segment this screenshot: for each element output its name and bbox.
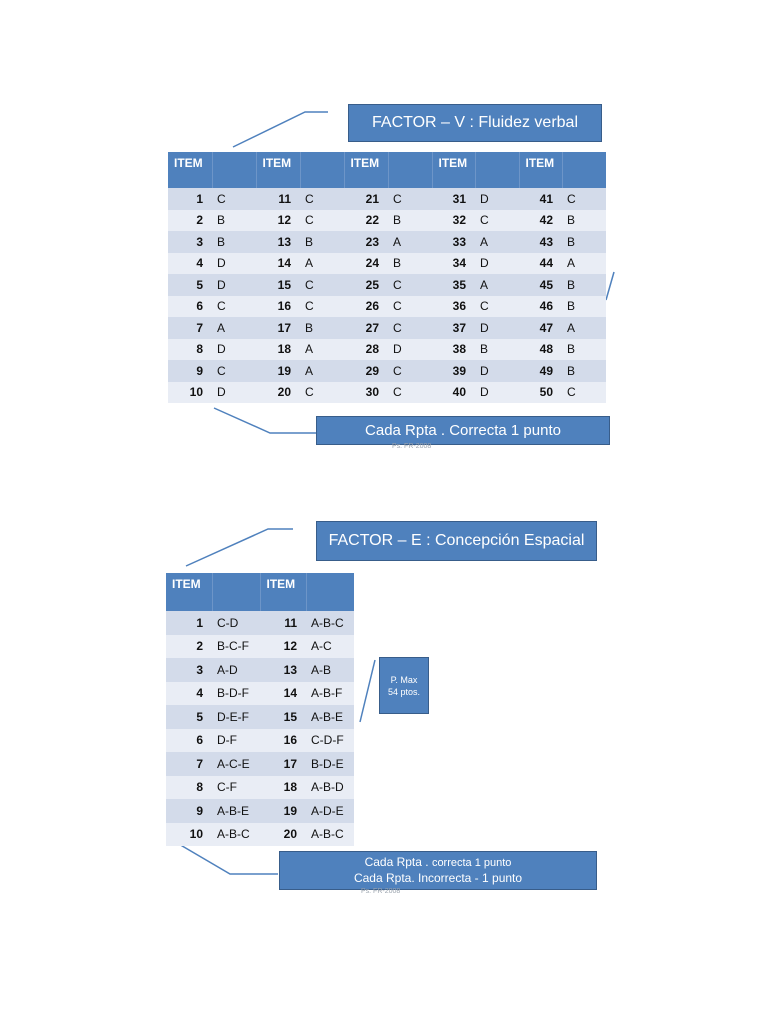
item-number: 3 [168,231,212,253]
table-header-row [166,573,354,611]
item-number: 8 [168,339,212,361]
item-number: 39 [432,360,475,382]
item-number: 16 [260,729,306,753]
table-row [168,339,606,361]
table-row [166,705,354,729]
item-answer: A-B-C [306,611,354,635]
table-row [166,682,354,706]
item-number: 48 [519,339,562,361]
item-number: 12 [256,210,300,232]
item-number: 7 [166,752,212,776]
item-answer: C [300,210,344,232]
item-answer: A-B-C [212,823,260,847]
connector-line-title-2 [186,529,293,566]
item-answer: A-B-D [306,776,354,800]
item-number: 17 [260,752,306,776]
item-answer: A [388,231,432,253]
item-answer: A-D-E [306,799,354,823]
item-number: 44 [519,253,562,275]
item-number: 46 [519,296,562,318]
item-answer: C-D-F [306,729,354,753]
item-answer: B [562,339,606,361]
factor-v-title [348,104,602,142]
item-number: 15 [260,705,306,729]
item-number: 41 [519,188,562,210]
item-number: 38 [432,339,475,361]
item-answer: B [212,210,256,232]
item-number: 33 [432,231,475,253]
item-answer: D [475,317,519,339]
item-answer: A-C-E [212,752,260,776]
item-answer: C [388,188,432,210]
item-answer: A-D [212,658,260,682]
item-answer: A [562,253,606,275]
factor-e-answer-table [166,573,354,846]
item-number: 28 [344,339,388,361]
item-number: 10 [166,823,212,847]
item-number: 13 [256,231,300,253]
item-number: 8 [166,776,212,800]
item-answer: C [388,296,432,318]
item-answer: A [300,360,344,382]
item-answer: B-D-F [212,682,260,706]
header-answer [306,573,354,611]
item-answer: C [475,296,519,318]
factor-e-table-body [166,611,354,846]
table-row [168,274,606,296]
item-answer: B [562,360,606,382]
table-row [166,799,354,823]
item-number: 17 [256,317,300,339]
item-answer: B [562,231,606,253]
item-answer: B [300,231,344,253]
item-answer: C [300,274,344,296]
item-number: 50 [519,382,562,404]
item-answer: C [562,188,606,210]
item-answer: A [475,231,519,253]
item-answer: A [212,317,256,339]
item-answer: C [212,188,256,210]
item-answer: A [562,317,606,339]
item-number: 6 [168,296,212,318]
item-answer: C [475,210,519,232]
factor-v-table-body [168,188,606,403]
item-number: 36 [432,296,475,318]
table-row [166,752,354,776]
item-number: 29 [344,360,388,382]
item-number: 9 [168,360,212,382]
item-number: 49 [519,360,562,382]
table-header-row [168,152,606,188]
max-score-box [379,657,429,714]
item-number: 13 [260,658,306,682]
item-answer: D [475,382,519,404]
item-answer: D [475,188,519,210]
item-number: 4 [166,682,212,706]
header-item: ITEM [344,152,388,188]
table-row [168,296,606,318]
item-answer: B-C-F [212,635,260,659]
item-answer: A-B-E [212,799,260,823]
header-answer [212,152,256,188]
item-answer: D [212,339,256,361]
item-number: 10 [168,382,212,404]
header-item: ITEM [168,152,212,188]
connector-line-footer-1 [214,408,316,433]
header-answer [475,152,519,188]
item-answer: C [388,317,432,339]
table-row [168,210,606,232]
item-number: 37 [432,317,475,339]
table-row [168,253,606,275]
item-answer: A [300,253,344,275]
item-number: 26 [344,296,388,318]
table-row [168,231,606,253]
item-number: 20 [260,823,306,847]
item-answer: C-D [212,611,260,635]
item-answer: C [562,382,606,404]
table-row [166,776,354,800]
item-answer: C [212,296,256,318]
item-number: 42 [519,210,562,232]
table-row [166,658,354,682]
item-number: 19 [256,360,300,382]
scoring-correct: correcta 1 punto [431,857,512,869]
table-row [166,729,354,753]
item-number: 30 [344,382,388,404]
factor-v-scoring-text: Cada Rpta . Correcta 1 punto [365,422,561,439]
table-row [166,635,354,659]
item-answer: C-F [212,776,260,800]
item-number: 40 [432,382,475,404]
item-number: 1 [166,611,212,635]
header-answer [562,152,606,188]
item-answer: B [300,317,344,339]
item-number: 34 [432,253,475,275]
item-answer: D [212,253,256,275]
item-number: 12 [260,635,306,659]
item-number: 1 [168,188,212,210]
item-number: 6 [166,729,212,753]
item-number: 24 [344,253,388,275]
item-answer: C [300,296,344,318]
item-number: 31 [432,188,475,210]
item-answer: D-F [212,729,260,753]
table-row [168,382,606,404]
item-answer: B [212,231,256,253]
item-answer: D-E-F [212,705,260,729]
item-answer: A-C [306,635,354,659]
header-answer [300,152,344,188]
scoring-prefix: Cada Rpta . [364,855,432,869]
factor-e-note: Ps. FR-2008 [361,888,401,895]
connector-line-max [360,660,375,722]
item-answer: A-B-E [306,705,354,729]
item-number: 5 [166,705,212,729]
item-number: 43 [519,231,562,253]
factor-e-scoring-line-1 [365,855,512,871]
item-number: 9 [166,799,212,823]
table-row [168,360,606,382]
item-answer: C [212,360,256,382]
header-item: ITEM [166,573,212,611]
factor-e-title [316,521,597,561]
item-number: 14 [256,253,300,275]
factor-e-scoring-box [279,851,597,890]
item-number: 47 [519,317,562,339]
item-number: 14 [260,682,306,706]
item-answer: C [388,382,432,404]
max-score-label: P. Max [390,674,418,685]
header-item: ITEM [260,573,306,611]
item-number: 11 [260,611,306,635]
item-answer: A-B-C [306,823,354,847]
item-answer: B-D-E [306,752,354,776]
table-row [168,188,606,210]
item-number: 16 [256,296,300,318]
item-answer: A-B [306,658,354,682]
header-item: ITEM [256,152,300,188]
item-answer: D [212,274,256,296]
item-number: 21 [344,188,388,210]
factor-v-title-text: FACTOR – V : Fluidez verbal [372,114,578,131]
connector-line-title-1 [233,112,328,147]
item-answer: C [300,188,344,210]
item-answer: B [562,210,606,232]
item-answer: B [475,339,519,361]
item-answer: C [388,274,432,296]
factor-v-note: Ps. FR-2008 [392,443,432,450]
item-number: 18 [260,776,306,800]
item-number: 5 [168,274,212,296]
item-answer: B [562,274,606,296]
item-answer: B [562,296,606,318]
item-number: 23 [344,231,388,253]
factor-e-title-text: FACTOR – E : Concepción Espacial [328,532,585,549]
table-row [168,317,606,339]
factor-e-scoring-line-2: Cada Rpta. Incorrecta - 1 punto [353,871,523,885]
table-row [166,823,354,847]
header-answer [388,152,432,188]
item-answer: D [475,253,519,275]
max-score-value: 54 ptos. [387,686,421,697]
item-number: 35 [432,274,475,296]
item-number: 19 [260,799,306,823]
item-answer: D [475,360,519,382]
item-number: 11 [256,188,300,210]
item-answer: B [388,253,432,275]
item-answer: A-B-F [306,682,354,706]
item-number: 3 [166,658,212,682]
table-row [166,611,354,635]
item-number: 32 [432,210,475,232]
header-answer [212,573,260,611]
item-answer: B [388,210,432,232]
connector-line-right-1 [606,272,614,300]
item-answer: D [388,339,432,361]
factor-v-answer-table [168,152,606,403]
item-answer: C [388,360,432,382]
item-answer: D [212,382,256,404]
item-number: 7 [168,317,212,339]
header-item: ITEM [519,152,562,188]
item-number: 20 [256,382,300,404]
item-number: 15 [256,274,300,296]
item-answer: A [475,274,519,296]
item-answer: A [300,339,344,361]
item-number: 4 [168,253,212,275]
item-number: 45 [519,274,562,296]
item-number: 2 [166,635,212,659]
header-item: ITEM [432,152,475,188]
item-number: 27 [344,317,388,339]
factor-v-scoring-box [316,416,610,445]
item-answer: C [300,382,344,404]
item-number: 18 [256,339,300,361]
item-number: 22 [344,210,388,232]
item-number: 2 [168,210,212,232]
item-number: 25 [344,274,388,296]
